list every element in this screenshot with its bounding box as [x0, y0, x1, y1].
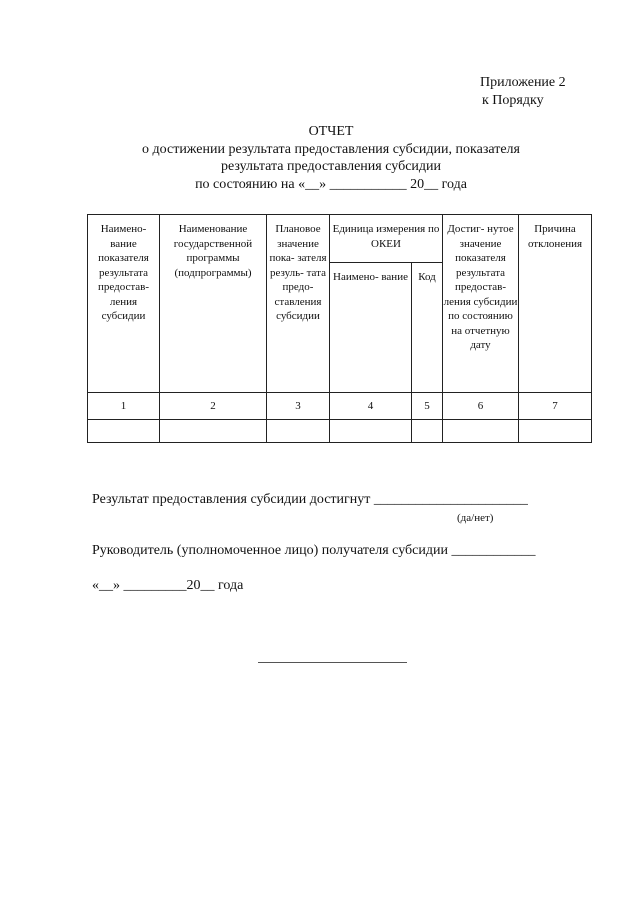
empty-cell[interactable]	[519, 420, 592, 443]
empty-cell[interactable]	[88, 420, 160, 443]
table-number-row	[88, 393, 592, 420]
empty-cell[interactable]	[160, 420, 267, 443]
head-signature-line: Руководитель (уполномоченное лицо) получателя субсидии ____________	[92, 543, 536, 558]
header-indicator-name: Наимено- вание показателя результата предостав- ления субсидии	[88, 215, 160, 393]
bottom-divider	[258, 662, 407, 663]
column-number-cell: 2	[160, 393, 267, 420]
result-achieved-line: Результат предоставления субсидии достигнут ______________________	[92, 492, 528, 507]
empty-cell[interactable]	[443, 420, 519, 443]
header-okei-code: Код	[412, 263, 443, 393]
column-number-cell: 6	[443, 393, 519, 420]
header-deviation-reason: Причина отклонения	[519, 215, 592, 393]
appendix-order: к Порядку	[482, 93, 544, 108]
column-number-cell: 1	[88, 393, 160, 420]
report-subtitle-line-2: результата предоставления субсидии	[220, 159, 442, 174]
header-okei-name: Наимено- вание	[330, 263, 412, 393]
header-achieved-value: Достиг- нутое значение показателя результата предостав- ления субсидии по состоянию на отчетную дату	[443, 215, 519, 393]
empty-cell[interactable]	[267, 420, 330, 443]
table-header-row-1	[88, 215, 592, 263]
report-table	[87, 214, 592, 443]
header-planned-value: Плановое значение пока- зателя резуль- тата предо- ставления субсидии	[267, 215, 330, 393]
column-number-cell: 5	[412, 393, 443, 420]
empty-cell[interactable]	[412, 420, 443, 443]
report-date-line: по состоянию на «__» ___________ 20__ года	[195, 176, 467, 192]
header-okei-unit: Единица измерения по ОКЕИ	[330, 215, 443, 263]
report-title-block	[0, 123, 640, 193]
column-number-cell: 3	[267, 393, 330, 420]
header-program-name: Наименование государственной программы (подпрограммы)	[160, 215, 267, 393]
result-hint: (да/нет)	[457, 512, 494, 524]
report-heading: ОТЧЕТ	[308, 124, 354, 139]
signature-date-line: «__» _________20__ года	[92, 578, 244, 593]
table-empty-row	[88, 420, 592, 443]
column-number-cell: 7	[519, 393, 592, 420]
report-subtitle-line-1: о достижении результата предоставления субсидии, показателя	[142, 141, 520, 157]
appendix-reference	[480, 74, 566, 110]
column-number-cell: 4	[330, 393, 412, 420]
empty-cell[interactable]	[330, 420, 412, 443]
appendix-number: Приложение 2	[480, 75, 566, 90]
